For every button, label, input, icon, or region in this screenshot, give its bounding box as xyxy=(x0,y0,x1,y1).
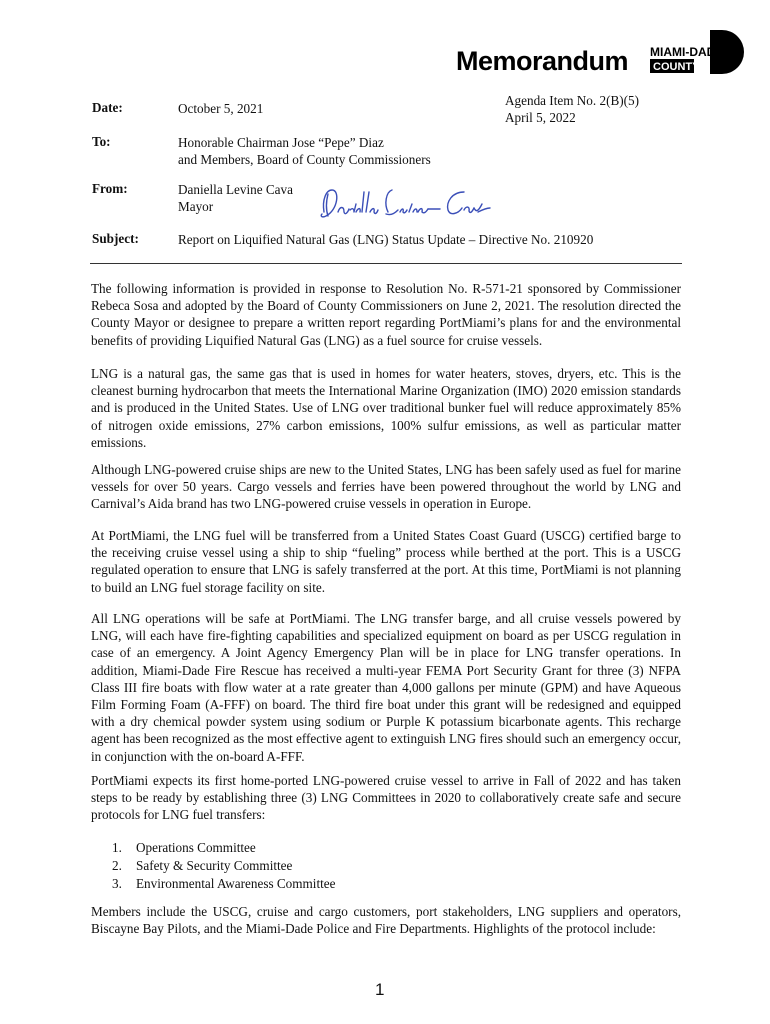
list-item-number: 3. xyxy=(112,876,122,891)
to-label: To: xyxy=(92,134,111,149)
logo-line1: MIAMI-DADE xyxy=(650,45,724,59)
closing-paragraph: Members include the USCG, cruise and cargo customers, port stakeholders, LNG suppliers and operators, Biscayne Bay Pilots, and the Miami-Dade Police and Fire Departments. Highlights of the protocol include: xyxy=(91,904,681,937)
list-item xyxy=(112,875,336,893)
committee-list xyxy=(112,839,336,893)
from-value xyxy=(178,181,293,215)
body-paragraph-6: PortMiami expects its first home-ported LNG-powered cruise vessel to arrive in Fall of 2022 and has taken steps to be ready by establishing three (3) LNG Committees in 2020 to collaboratively create safe and secure protocols for LNG fuel transfers: xyxy=(91,773,681,823)
to-value xyxy=(178,134,431,168)
header-divider xyxy=(90,263,682,264)
list-item-number: 1. xyxy=(112,840,122,855)
list-item-label: Operations Committee xyxy=(136,840,256,855)
body-paragraph-1: The following information is provided in response to Resolution No. R-571-21 sponsored by Commissioner Rebeca Sosa and adopted by the Board of County Commissioners on June 2, 2021. The resolution directed the County Mayor or designee to prepare a written report regarding PortMiami’s plans for and the environmental benefits of providing Liquified Natural Gas (LNG) as a fuel source for cruise vessels. xyxy=(91,281,681,348)
date-label: Date: xyxy=(92,100,123,115)
to-line: Honorable Chairman Jose “Pepe” Diaz xyxy=(178,135,384,150)
date-value: October 5, 2021 xyxy=(178,101,264,116)
miami-dade-county-logo xyxy=(648,30,744,78)
list-item xyxy=(112,839,336,857)
body-paragraph-2: LNG is a natural gas, the same gas that is used in homes for water heaters, stoves, dryers, etc. This is the cleanest burning hydrocarbon that meets the International Marine Organization (IMO) 2020 emission standards and is produced in the United States. Use of LNG over traditional bunker fuel will reduce approximately 85% of nitrogen oxide emissions, 27% carbon emissions, 100% sulfur emissions, as well as particular matter emissions. xyxy=(91,366,681,450)
list-item-number: 2. xyxy=(112,858,122,873)
subject-value: Report on Liquified Natural Gas (LNG) Status Update – Directive No. 210920 xyxy=(178,232,594,247)
body-paragraph-4: At PortMiami, the LNG fuel will be transferred from a United States Coast Guard (USCG) certified barge to the receiving cruise vessel using a ship to ship “fueling” process while berthed at the port. This is a USCG regulated operation to ensure that LNG is safely transferred at the port. At this time, PortMiami is not planning to build an LNG fuel storage facility on site. xyxy=(91,528,681,595)
agenda-item: Agenda Item No. 2(B)(5) xyxy=(505,93,640,108)
from-title: Mayor xyxy=(178,199,214,214)
list-item-label: Safety & Security Committee xyxy=(136,858,293,873)
body-paragraph-3: Although LNG-powered cruise ships are new to the United States, LNG has been safely used as fuel for marine vessels for over 50 years. Cargo vessels and ferries have been powered throughout the world by LNG and Carnival’s Aida brand has two LNG-powered cruise vessels in operation in Europe. xyxy=(91,462,681,512)
list-item xyxy=(112,857,336,875)
list-item-label: Environmental Awareness Committee xyxy=(136,876,336,891)
from-name: Daniella Levine Cava xyxy=(178,182,293,197)
body-paragraph-5: All LNG operations will be safe at PortMiami. The LNG transfer barge, and all cruise vessels powered by LNG, will each have fire-fighting capabilities and specialized equipment on board as per USCG regulation in case of an emergency. A Joint Agency Emergency Plan will be in place for LNG transfer operations. In addition, Miami-Dade Fire Rescue has received a multi-year FEMA Port Security Grant for three (3) NFPA Class III fire boats with flow water at a rate greater than 4,000 gallons per minute (GPM) and have Aqueous Film Forming Foam (A-FFF) on board. The third fire boat under this grant will be redesigned and equipped with a dry chemical powder system using sodium or Purple K potassium bicarbonate agents. This recharge agent has been recognized as the most effective agent to extinguish LNG fires should such an emergency occur, in conjunction with the on-board A-FFF. xyxy=(91,611,681,764)
from-label: From: xyxy=(92,181,128,196)
subject-label: Subject: xyxy=(92,231,139,246)
memo-title: Memorandum xyxy=(456,46,629,76)
signature xyxy=(314,182,494,228)
logo-line2: COUNTY xyxy=(653,61,700,73)
page-number: 1 xyxy=(375,980,385,999)
agenda-date: April 5, 2022 xyxy=(505,110,576,125)
to-line: and Members, Board of County Commissioners xyxy=(178,152,431,167)
agenda-block xyxy=(505,92,639,126)
